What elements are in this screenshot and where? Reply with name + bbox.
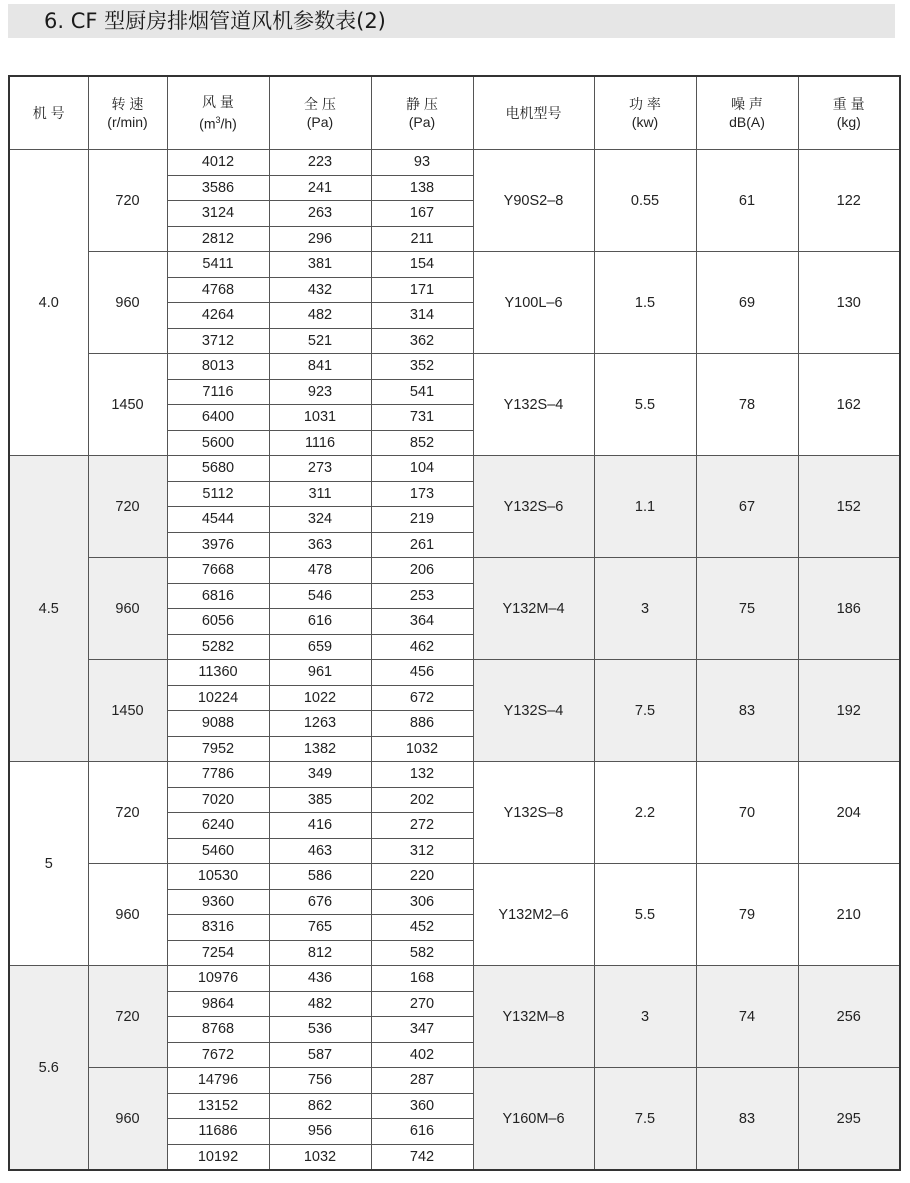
motor-model-cell: Y132M–8 — [473, 966, 594, 1068]
table-row — [9, 1068, 900, 1094]
table-row — [9, 354, 900, 380]
motor-model-cell: Y100L–6 — [473, 252, 594, 354]
total-pressure-cell: 756 — [269, 1068, 371, 1094]
static-pressure-cell: 582 — [371, 940, 473, 966]
total-pressure-cell: 436 — [269, 966, 371, 992]
static-pressure-cell: 541 — [371, 379, 473, 405]
airflow-cell: 5680 — [167, 456, 269, 482]
total-pressure-cell: 296 — [269, 226, 371, 252]
static-pressure-cell: 314 — [371, 303, 473, 329]
table-row — [9, 150, 900, 176]
table-row — [9, 660, 900, 686]
static-pressure-cell: 173 — [371, 481, 473, 507]
noise-cell: 70 — [696, 762, 798, 864]
noise-cell: 69 — [696, 252, 798, 354]
column-header-line: (Pa) — [306, 114, 334, 130]
airflow-cell: 8316 — [167, 915, 269, 941]
power-cell: 7.5 — [594, 1068, 696, 1171]
airflow-cell: 9360 — [167, 889, 269, 915]
column-header-line: 噪 声 — [731, 96, 763, 112]
total-pressure-cell: 1032 — [269, 1144, 371, 1170]
static-pressure-cell: 731 — [371, 405, 473, 431]
total-pressure-cell: 1022 — [269, 685, 371, 711]
static-pressure-cell: 312 — [371, 838, 473, 864]
static-pressure-cell: 886 — [371, 711, 473, 737]
column-header-6 — [594, 76, 696, 150]
static-pressure-cell: 272 — [371, 813, 473, 839]
static-pressure-cell: 672 — [371, 685, 473, 711]
model-group — [9, 762, 900, 966]
weight-cell: 295 — [798, 1068, 900, 1171]
column-header-0 — [9, 76, 88, 150]
column-header-line: 电机型号 — [505, 105, 562, 121]
column-header-line: (r/min) — [107, 114, 148, 130]
speed-cell: 1450 — [88, 354, 167, 456]
total-pressure-cell: 616 — [269, 609, 371, 635]
table-row — [9, 456, 900, 482]
airflow-cell: 7116 — [167, 379, 269, 405]
static-pressure-cell: 347 — [371, 1017, 473, 1043]
noise-cell: 79 — [696, 864, 798, 966]
airflow-cell: 5411 — [167, 252, 269, 278]
airflow-cell: 6816 — [167, 583, 269, 609]
noise-cell: 67 — [696, 456, 798, 558]
column-header-4 — [371, 76, 473, 150]
airflow-cell: 13152 — [167, 1093, 269, 1119]
power-cell: 1.1 — [594, 456, 696, 558]
airflow-cell: 9088 — [167, 711, 269, 737]
table-row — [9, 864, 900, 890]
total-pressure-cell: 586 — [269, 864, 371, 890]
power-cell: 5.5 — [594, 354, 696, 456]
motor-model-cell: Y90S2–8 — [473, 150, 594, 252]
static-pressure-cell: 167 — [371, 201, 473, 227]
noise-cell: 83 — [696, 1068, 798, 1171]
airflow-cell: 6400 — [167, 405, 269, 431]
total-pressure-cell: 463 — [269, 838, 371, 864]
model-group — [9, 456, 900, 762]
table-row — [9, 762, 900, 788]
total-pressure-cell: 812 — [269, 940, 371, 966]
static-pressure-cell: 138 — [371, 175, 473, 201]
total-pressure-cell: 923 — [269, 379, 371, 405]
column-header-line: 重 量 — [832, 96, 865, 112]
total-pressure-cell: 536 — [269, 1017, 371, 1043]
static-pressure-cell: 287 — [371, 1068, 473, 1094]
total-pressure-cell: 862 — [269, 1093, 371, 1119]
static-pressure-cell: 456 — [371, 660, 473, 686]
total-pressure-cell: 381 — [269, 252, 371, 278]
static-pressure-cell: 742 — [371, 1144, 473, 1170]
speed-cell: 720 — [88, 456, 167, 558]
column-header-line: (Pa) — [408, 114, 436, 130]
speed-cell: 720 — [88, 762, 167, 864]
airflow-cell: 6240 — [167, 813, 269, 839]
column-header-line: 转 速 — [111, 96, 144, 112]
total-pressure-cell: 1116 — [269, 430, 371, 456]
airflow-cell: 5282 — [167, 634, 269, 660]
static-pressure-cell: 360 — [371, 1093, 473, 1119]
column-header-line: 功 率 — [629, 96, 661, 112]
total-pressure-cell: 1031 — [269, 405, 371, 431]
column-header-line: 机 号 — [32, 105, 65, 121]
static-pressure-cell: 168 — [371, 966, 473, 992]
speed-cell: 720 — [88, 966, 167, 1068]
model-group — [9, 150, 900, 456]
airflow-cell: 10530 — [167, 864, 269, 890]
header-row — [9, 76, 900, 150]
model-cell: 4.5 — [9, 456, 88, 762]
static-pressure-cell: 616 — [371, 1119, 473, 1145]
airflow-cell: 5600 — [167, 430, 269, 456]
airflow-cell: 8768 — [167, 1017, 269, 1043]
airflow-cell: 9864 — [167, 991, 269, 1017]
column-header-line: $(m^3/h)$ — [199, 115, 237, 132]
total-pressure-cell: 311 — [269, 481, 371, 507]
static-pressure-cell: 352 — [371, 354, 473, 380]
airflow-cell: 3124 — [167, 201, 269, 227]
airflow-cell: 7254 — [167, 940, 269, 966]
power-cell: 5.5 — [594, 864, 696, 966]
noise-cell: 61 — [696, 150, 798, 252]
weight-cell: 192 — [798, 660, 900, 762]
column-header-line: (kw) — [631, 114, 659, 130]
airflow-cell: 2812 — [167, 226, 269, 252]
static-pressure-cell: 219 — [371, 507, 473, 533]
static-pressure-cell: 852 — [371, 430, 473, 456]
total-pressure-cell: 482 — [269, 303, 371, 329]
page-title: 6. CF 型厨房排烟管道风机参数表(2) — [44, 9, 386, 33]
static-pressure-cell: 171 — [371, 277, 473, 303]
total-pressure-cell: 349 — [269, 762, 371, 788]
airflow-cell: 10192 — [167, 1144, 269, 1170]
total-pressure-cell: 659 — [269, 634, 371, 660]
weight-cell: 162 — [798, 354, 900, 456]
static-pressure-cell: 104 — [371, 456, 473, 482]
motor-model-cell: Y132M2–6 — [473, 864, 594, 966]
power-cell: 0.55 — [594, 150, 696, 252]
speed-cell: 960 — [88, 252, 167, 354]
airflow-cell: 4264 — [167, 303, 269, 329]
noise-cell: 74 — [696, 966, 798, 1068]
model-cell: 5 — [9, 762, 88, 966]
total-pressure-cell: 324 — [269, 507, 371, 533]
weight-cell: 186 — [798, 558, 900, 660]
airflow-cell: 5112 — [167, 481, 269, 507]
total-pressure-cell: 416 — [269, 813, 371, 839]
title-bar — [8, 4, 895, 38]
total-pressure-cell: 841 — [269, 354, 371, 380]
power-cell: 3 — [594, 966, 696, 1068]
airflow-cell: 8013 — [167, 354, 269, 380]
speed-cell: 960 — [88, 864, 167, 966]
total-pressure-cell: 961 — [269, 660, 371, 686]
model-cell: 4.0 — [9, 150, 88, 456]
total-pressure-cell: 241 — [269, 175, 371, 201]
speed-cell: 1450 — [88, 660, 167, 762]
total-pressure-cell: 1382 — [269, 736, 371, 762]
total-pressure-cell: 385 — [269, 787, 371, 813]
weight-cell: 122 — [798, 150, 900, 252]
airflow-cell: 10976 — [167, 966, 269, 992]
total-pressure-cell: 521 — [269, 328, 371, 354]
airflow-cell: 4544 — [167, 507, 269, 533]
static-pressure-cell: 270 — [371, 991, 473, 1017]
table-row — [9, 558, 900, 584]
power-cell: 7.5 — [594, 660, 696, 762]
airflow-cell: 4768 — [167, 277, 269, 303]
column-header-7 — [696, 76, 798, 150]
column-header-3 — [269, 76, 371, 150]
power-cell: 3 — [594, 558, 696, 660]
power-cell: 1.5 — [594, 252, 696, 354]
airflow-cell: 5460 — [167, 838, 269, 864]
weight-cell: 256 — [798, 966, 900, 1068]
speed-cell: 720 — [88, 150, 167, 252]
airflow-cell: 6056 — [167, 609, 269, 635]
static-pressure-cell: 1032 — [371, 736, 473, 762]
noise-cell: 75 — [696, 558, 798, 660]
static-pressure-cell: 452 — [371, 915, 473, 941]
column-header-5 — [473, 76, 594, 150]
airflow-cell: 7672 — [167, 1042, 269, 1068]
total-pressure-cell: 263 — [269, 201, 371, 227]
airflow-cell: 10224 — [167, 685, 269, 711]
static-pressure-cell: 306 — [371, 889, 473, 915]
motor-model-cell: Y132M–4 — [473, 558, 594, 660]
total-pressure-cell: 587 — [269, 1042, 371, 1068]
airflow-cell: 3712 — [167, 328, 269, 354]
table-row — [9, 252, 900, 278]
motor-model-cell: Y160M–6 — [473, 1068, 594, 1171]
airflow-cell: 7020 — [167, 787, 269, 813]
airflow-cell: 14796 — [167, 1068, 269, 1094]
column-header-line: (kg) — [836, 114, 861, 130]
total-pressure-cell: 956 — [269, 1119, 371, 1145]
weight-cell: 152 — [798, 456, 900, 558]
total-pressure-cell: 363 — [269, 532, 371, 558]
speed-cell: 960 — [88, 1068, 167, 1171]
static-pressure-cell: 364 — [371, 609, 473, 635]
noise-cell: 78 — [696, 354, 798, 456]
static-pressure-cell: 402 — [371, 1042, 473, 1068]
total-pressure-cell: 273 — [269, 456, 371, 482]
model-group — [9, 966, 900, 1171]
motor-model-cell: Y132S–6 — [473, 456, 594, 558]
static-pressure-cell: 202 — [371, 787, 473, 813]
motor-model-cell: Y132S–4 — [473, 660, 594, 762]
weight-cell: 204 — [798, 762, 900, 864]
airflow-cell: 3976 — [167, 532, 269, 558]
static-pressure-cell: 93 — [371, 150, 473, 176]
weight-cell: 210 — [798, 864, 900, 966]
airflow-cell: 11360 — [167, 660, 269, 686]
static-pressure-cell: 362 — [371, 328, 473, 354]
static-pressure-cell: 206 — [371, 558, 473, 584]
column-header-line: dB(A) — [729, 114, 765, 130]
fan-parameter-table — [8, 75, 901, 1171]
total-pressure-cell: 676 — [269, 889, 371, 915]
column-header-line: 全 压 — [304, 96, 336, 112]
static-pressure-cell: 154 — [371, 252, 473, 278]
column-header-2 — [167, 76, 269, 150]
static-pressure-cell: 462 — [371, 634, 473, 660]
airflow-cell: 7952 — [167, 736, 269, 762]
airflow-cell: 11686 — [167, 1119, 269, 1145]
airflow-cell: 7668 — [167, 558, 269, 584]
airflow-cell: 4012 — [167, 150, 269, 176]
total-pressure-cell: 432 — [269, 277, 371, 303]
column-header-line: 风 量 — [202, 94, 234, 111]
model-cell: 5.6 — [9, 966, 88, 1171]
power-cell: 2.2 — [594, 762, 696, 864]
total-pressure-cell: 478 — [269, 558, 371, 584]
static-pressure-cell: 220 — [371, 864, 473, 890]
weight-cell: 130 — [798, 252, 900, 354]
airflow-cell: 3586 — [167, 175, 269, 201]
total-pressure-cell: 1263 — [269, 711, 371, 737]
total-pressure-cell: 223 — [269, 150, 371, 176]
column-header-1 — [88, 76, 167, 150]
total-pressure-cell: 765 — [269, 915, 371, 941]
column-header-8 — [798, 76, 900, 150]
static-pressure-cell: 253 — [371, 583, 473, 609]
table-row — [9, 966, 900, 992]
static-pressure-cell: 211 — [371, 226, 473, 252]
total-pressure-cell: 546 — [269, 583, 371, 609]
static-pressure-cell: 261 — [371, 532, 473, 558]
motor-model-cell: Y132S–8 — [473, 762, 594, 864]
static-pressure-cell: 132 — [371, 762, 473, 788]
airflow-cell: 7786 — [167, 762, 269, 788]
column-header-line: 静 压 — [406, 96, 438, 112]
speed-cell: 960 — [88, 558, 167, 660]
total-pressure-cell: 482 — [269, 991, 371, 1017]
motor-model-cell: Y132S–4 — [473, 354, 594, 456]
noise-cell: 83 — [696, 660, 798, 762]
